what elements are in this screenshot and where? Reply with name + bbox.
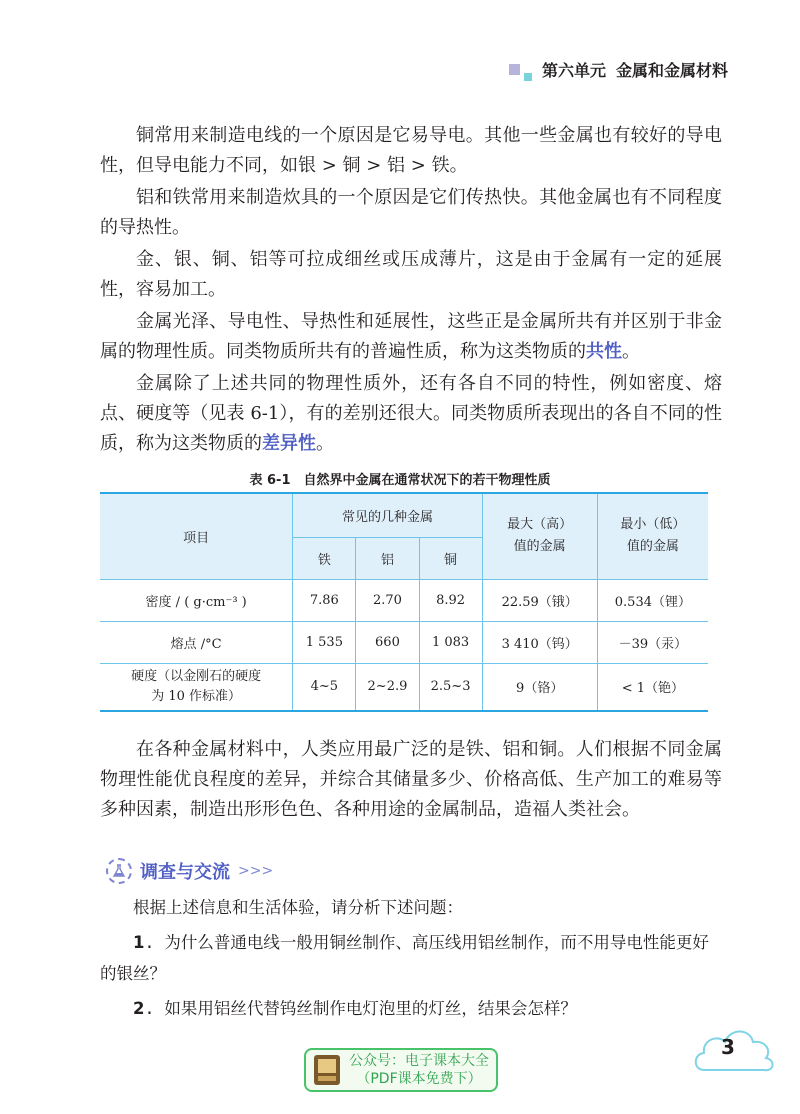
cell: 2.70 xyxy=(356,579,419,621)
col-header-item: 项目 xyxy=(100,493,293,579)
properties-table xyxy=(100,492,708,712)
paragraph: 铝和铁常用来制造炊具的一个原因是它们传热快。其他金属也有不同程度的导热性。 xyxy=(100,187,722,238)
col-header-min: 最小（低） 值的金属 xyxy=(597,493,708,579)
key-term: 差异性 xyxy=(262,433,316,454)
unit-label: 第六单元 xyxy=(541,61,606,80)
stamp-text xyxy=(342,1052,496,1088)
running-header xyxy=(509,58,728,81)
cell: 0.534（锂） xyxy=(597,579,708,621)
cell: 22.59（锇） xyxy=(482,579,597,621)
row-label: 硬度（以金刚石的硬度 为 10 作标准） xyxy=(100,663,293,711)
page-number: 3 xyxy=(721,1035,735,1059)
cell: 2~2.9 xyxy=(356,663,419,711)
paragraph-text: 金属除了上述共同的物理性质外，还有各自不同的特性，例如密度、熔点、硬度等（见表 6-1），有的差别还很大。同类物质所表现出的各自不同的性质，称为这类物质的 xyxy=(100,373,722,454)
stamp-line: 公众号：电子课本大全 xyxy=(349,1053,489,1069)
cell: 1 083 xyxy=(419,621,482,663)
cell: 3 410（钨） xyxy=(482,621,597,663)
metal-header: 铝 xyxy=(356,537,419,579)
square-icon xyxy=(509,64,520,75)
body-text xyxy=(100,121,722,461)
paragraph-text: 。 xyxy=(622,341,640,362)
paragraph-text: 金属光泽、导电性、导热性和延展性，这些正是金属所共有并区别于非金属的物理性质。同类物质所共有的普遍性质，称为这类物质的 xyxy=(100,311,722,362)
body-text xyxy=(100,735,722,827)
stamp-line: （PDF课本免费下） xyxy=(356,1071,482,1087)
cell: 1 535 xyxy=(293,621,356,663)
paragraph xyxy=(100,369,722,459)
row-label: 熔点 /°C xyxy=(100,621,293,663)
watermark-stamp xyxy=(304,1048,498,1092)
flask-icon xyxy=(106,858,132,884)
book-icon xyxy=(312,1053,342,1087)
survey-title: 调查与交流 xyxy=(140,862,230,883)
survey-questions xyxy=(100,892,722,1028)
page-number-badge xyxy=(690,1020,780,1078)
paragraph-text: 。 xyxy=(316,433,334,454)
row-label: 密度 / ( g·cm⁻³ ) xyxy=(100,579,293,621)
cell: < 1（铯） xyxy=(597,663,708,711)
key-term: 共性 xyxy=(586,341,622,362)
table-row xyxy=(100,579,708,621)
paragraph: 铜常用来制造电线的一个原因是它易导电。其他一些金属也有较好的导电性，但导电能力不同，如银 > 铜 > 铝 > 铁。 xyxy=(100,125,722,176)
metal-header: 铜 xyxy=(419,537,482,579)
chapter-title: 金属和金属材料 xyxy=(615,61,728,80)
question xyxy=(100,927,722,989)
cell: 7.86 xyxy=(293,579,356,621)
survey-intro: 根据上述信息和生活体验，请分析下述问题： xyxy=(133,898,463,917)
question xyxy=(100,993,722,1024)
question-text: . 为什么普通电线一般用铜丝制作、高压线用铝丝制作，而不用导电性能更好的银丝？ xyxy=(100,933,709,983)
table-row xyxy=(100,663,708,711)
cell: 8.92 xyxy=(419,579,482,621)
table-row xyxy=(100,621,708,663)
cell: 4~5 xyxy=(293,663,356,711)
table-caption: 表 6-1 自然界中金属在通常状况下的若干物理性质 xyxy=(249,473,551,488)
col-header-max: 最大（高） 值的金属 xyxy=(482,493,597,579)
cell: 660 xyxy=(356,621,419,663)
metal-header: 铁 xyxy=(293,537,356,579)
paragraph xyxy=(100,307,722,367)
cell: 2.5~3 xyxy=(419,663,482,711)
paragraph: 在各种金属材料中，人类应用最广泛的是铁、铝和铜。人们根据不同金属物理性能优良程度的差异，并综合其储量多少、价格高低、生产加工的难易等多种因素，制造出形形色色、各种用途的金属制品，造福人类社会。 xyxy=(100,739,722,820)
question-text: . 如果用铝丝代替钨丝制作电灯泡里的灯丝，结果会怎样？ xyxy=(144,999,577,1018)
cell: －39（汞） xyxy=(597,621,708,663)
survey-heading xyxy=(106,858,273,884)
square-icon xyxy=(524,73,532,81)
col-header-group: 常见的几种金属 xyxy=(293,493,482,537)
question-number: 2 xyxy=(133,999,145,1018)
paragraph: 金、银、铜、铝等可拉成细丝或压成薄片，这是由于金属有一定的延展性，容易加工。 xyxy=(100,249,722,300)
arrows-icon: >>> xyxy=(238,863,274,879)
question-number: 1 xyxy=(133,933,145,952)
cell: 9（铬） xyxy=(482,663,597,711)
